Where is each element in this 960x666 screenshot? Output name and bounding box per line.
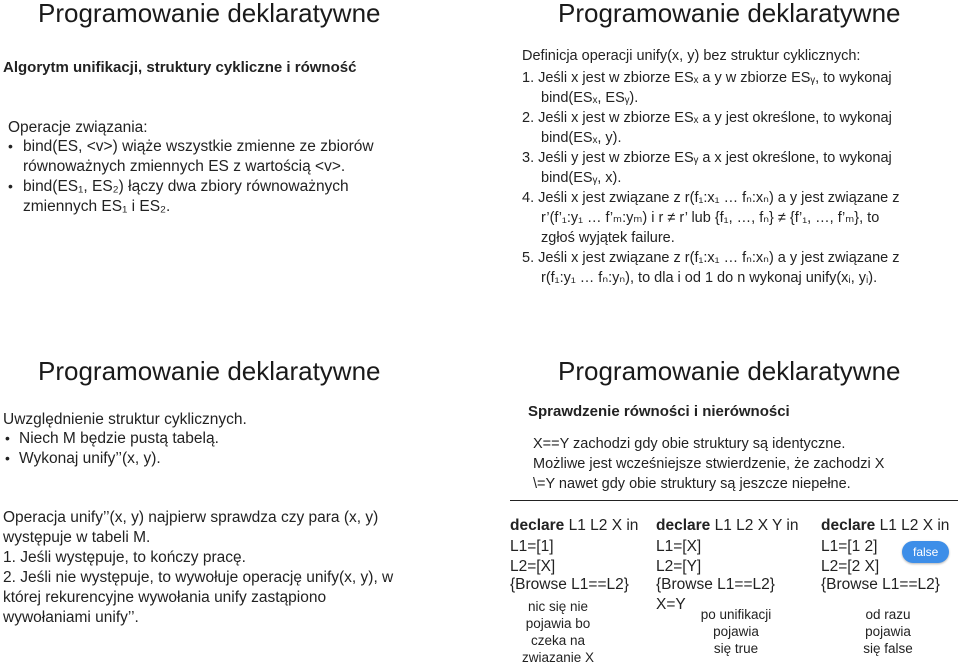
note-line: pojawia — [713, 624, 759, 639]
bullet-dot-icon: • — [5, 450, 10, 466]
slide1-subtitle: Algorytm unifikacji, struktury cykliczne i równość — [3, 59, 357, 76]
slide1-bullet-1-line2: równoważnych zmiennych ES z wartością <v>. — [23, 158, 346, 175]
slide2-line: 3. Jeśli y jest w zbiorze ESᵧ a x jest określone, to wykonaj — [522, 150, 892, 166]
slide2-line: bind(ESₓ, ESᵧ). — [541, 90, 639, 106]
example-1-line: {Browse L1==L2} — [510, 576, 629, 593]
vars: L1 L2 X in — [875, 517, 950, 534]
note-line: po unifikacji — [700, 607, 772, 622]
slide2-line: 2. Jeśli x jest w zbiorze ESₓ a y jest określone, to wykonaj — [522, 110, 892, 126]
example-2-header — [656, 515, 799, 536]
example-1-line: L1=[1] — [510, 538, 554, 555]
keyword: declare — [821, 517, 876, 534]
slide4-line: X==Y zachodzi gdy obie struktury są identyczne. — [533, 436, 846, 452]
false-result-badge: false — [902, 541, 949, 563]
bullet-dot-icon: • — [8, 138, 13, 154]
slide2-title: Programowanie deklaratywne — [558, 0, 901, 28]
example-3-header — [821, 515, 949, 536]
slide3-bullet-1: Niech M będzie pustą tabelą. — [19, 430, 219, 447]
vars: L1 L2 X Y in — [710, 517, 799, 534]
slide1-bullet-1-line1: bind(ES, <v>) wiąże wszystkie zmienne ze zbiorów — [23, 138, 374, 155]
slide3-line: Operacja unify’’(x, y) najpierw sprawdza czy para (x, y) — [3, 509, 379, 526]
slide1-intro: Operacje związania: — [8, 119, 148, 136]
slide2-line: 5. Jeśli x jest związane z r(f₁:x₁ … fₙ:xₙ) a y jest związane z — [522, 250, 900, 266]
example-1-note — [508, 598, 608, 666]
slide4-line: Możliwe jest wcześniejsze stwierdzenie, że zachodzi X — [533, 456, 885, 472]
example-2-line: L2=[Y] — [656, 558, 702, 575]
slide4-subtitle: Sprawdzenie równości i nierówności — [528, 403, 790, 420]
slide2-line: bind(ESᵧ, x). — [541, 170, 622, 186]
note-line: pojawia bo — [525, 616, 591, 631]
bullet-dot-icon: • — [5, 430, 10, 446]
note-line: czeka na — [530, 633, 586, 648]
example-3-line: L1=[1 2] — [821, 538, 878, 555]
keyword: declare — [656, 517, 711, 534]
example-1-line: L2=[X] — [510, 558, 556, 575]
slide3-line: 1. Jeśli występuje, to kończy pracę. — [3, 549, 246, 566]
slide2-line: zgłoś wyjątek failure. — [541, 230, 675, 246]
note-line: nic się nie — [527, 599, 589, 614]
divider — [510, 500, 958, 501]
slide3-line: występuje w tabeli M. — [3, 529, 151, 546]
example-3-line: L2=[2 X] — [821, 558, 880, 575]
keyword: declare — [510, 517, 565, 534]
example-2-line: {Browse L1==L2} — [656, 576, 775, 593]
slide2-line: 1. Jeśli x jest w zbiorze ESₓ a y w zbiorze ESᵧ, to wykonaj — [522, 70, 892, 86]
note-line: pojawia — [865, 624, 911, 639]
note-line: od razu — [865, 607, 911, 622]
slide3-intro: Uwzględnienie struktur cyklicznych. — [3, 411, 247, 428]
slide1-title: Programowanie deklaratywne — [38, 0, 381, 28]
slide4-title: Programowanie deklaratywne — [558, 356, 901, 386]
slide2-line: Definicja operacji unify(x, y) bez struktur cyklicznych: — [522, 48, 861, 64]
slide3-line: wywołaniami unify’’. — [3, 609, 139, 626]
example-1-header — [510, 515, 638, 536]
slide2-line: r’(f’₁:y₁ … f’ₘ:yₘ) i r ≠ r’ lub {f₁, …, fₙ} ≠ {f’₁, …, f’ₘ}, to — [541, 210, 880, 226]
slide2-line: r(f₁:y₁ … fₙ:yₙ), to dla i od 1 do n wykonaj unify(xᵢ, yᵢ). — [541, 270, 878, 286]
slide3-bullet-2: Wykonaj unify’’(x, y). — [19, 450, 161, 467]
slide2-line: 4. Jeśli x jest związane z r(f₁:x₁ … fₙ:xₙ) a y jest związane z — [522, 190, 900, 206]
slide3-line: 2. Jeśli nie występuje, to wywołuje operację unify(x, y), w — [3, 569, 394, 586]
example-3-line: {Browse L1==L2} — [821, 576, 940, 593]
slide2-line: bind(ESₓ, y). — [541, 130, 622, 146]
example-2-line: L1=[X] — [656, 538, 702, 555]
note-line: się false — [863, 641, 913, 656]
vars: L1 L2 X in — [564, 517, 639, 534]
note-line: się true — [713, 641, 759, 656]
bullet-dot-icon: • — [8, 178, 13, 194]
slide1-bullet-2-line1: bind(ES₁, ES₂) łączy dwa zbiory równoważnych — [23, 178, 349, 195]
slide3-line: której rekurencyjne wywołania unify zastąpiono — [3, 589, 327, 606]
slide1-bullet-2-line2: zmiennych ES₁ i ES₂. — [23, 198, 171, 215]
slide3-title: Programowanie deklaratywne — [38, 356, 381, 386]
slide4-line: \=Y nawet gdy obie struktury są jeszcze niepełne. — [533, 476, 851, 492]
example-2-line: X=Y — [656, 596, 686, 613]
example-3-note — [840, 606, 936, 657]
note-line: zwiazanie X — [521, 650, 595, 665]
example-2-note — [688, 606, 784, 657]
